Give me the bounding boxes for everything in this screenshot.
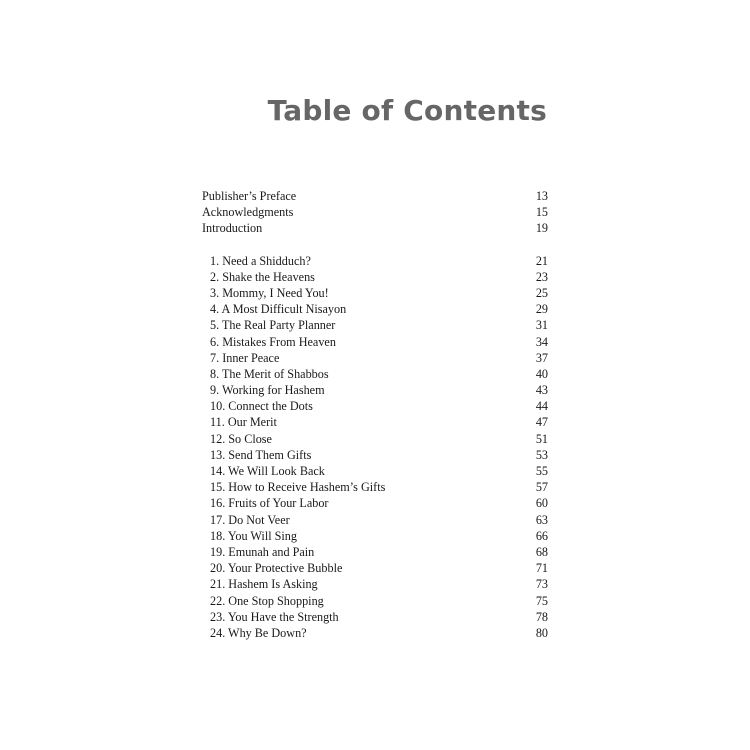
chapter-entry bbox=[202, 447, 548, 463]
page-number: 73 bbox=[535, 577, 548, 592]
chapter-entry bbox=[202, 414, 548, 430]
entry-title: 10. Connect the Dots bbox=[210, 399, 313, 414]
page-title: Table of Contents bbox=[267, 94, 547, 127]
chapter-entry bbox=[202, 269, 548, 285]
page-number: 63 bbox=[535, 512, 548, 527]
chapter-entry bbox=[202, 431, 548, 447]
chapter-entry bbox=[202, 495, 548, 511]
entry-title: Acknowledgments bbox=[202, 205, 294, 220]
chapter-entry bbox=[202, 317, 548, 333]
entry-title: 4. A Most Difficult Nisayon bbox=[210, 302, 347, 317]
page-number: 13 bbox=[535, 189, 548, 203]
chapter-entry bbox=[202, 285, 548, 301]
toc-list bbox=[202, 188, 548, 641]
page-number: 47 bbox=[535, 415, 548, 430]
page-number: 43 bbox=[535, 383, 548, 398]
entry-title: 14. We Will Look Back bbox=[210, 464, 325, 478]
page-number: 51 bbox=[535, 431, 548, 446]
page-number: 34 bbox=[535, 334, 548, 349]
page-number: 15 bbox=[535, 205, 548, 220]
front-matter-entry bbox=[202, 188, 548, 204]
entry-title: 1. Need a Shidduch? bbox=[210, 253, 311, 268]
page-number: 37 bbox=[535, 350, 548, 365]
entry-title: 20. Your Protective Bubble bbox=[210, 561, 343, 576]
page-number: 44 bbox=[535, 399, 548, 414]
page-number: 31 bbox=[535, 318, 548, 333]
page-number: 55 bbox=[535, 464, 548, 478]
page-number: 40 bbox=[535, 366, 548, 381]
chapter-entry bbox=[202, 366, 548, 382]
entry-title: 11. Our Merit bbox=[210, 415, 277, 430]
entry-title: 9. Working for Hashem bbox=[210, 383, 325, 398]
chapter-entry bbox=[202, 479, 548, 495]
entry-title: 19. Emunah and Pain bbox=[210, 544, 315, 559]
page-number: 21 bbox=[535, 253, 548, 268]
chapter-entry bbox=[202, 544, 548, 560]
entry-title: 18. You Will Sing bbox=[210, 528, 297, 543]
entry-title: Publisher’s Preface bbox=[202, 189, 297, 203]
front-matter-entry bbox=[202, 220, 548, 236]
chapter-entry bbox=[202, 398, 548, 414]
entry-title: 6. Mistakes From Heaven bbox=[210, 334, 336, 349]
page-number: 60 bbox=[535, 496, 548, 511]
page-number: 66 bbox=[535, 528, 548, 543]
page-number: 29 bbox=[535, 302, 548, 317]
entry-title: 22. One Stop Shopping bbox=[210, 593, 324, 608]
entry-title: 13. Send Them Gifts bbox=[210, 447, 312, 462]
entry-title: Introduction bbox=[202, 221, 263, 236]
chapter-entry bbox=[202, 463, 548, 479]
entry-title: 2. Shake the Heavens bbox=[210, 269, 315, 284]
section-spacer bbox=[202, 237, 548, 253]
chapter-entry bbox=[202, 301, 548, 317]
entry-title: 5. The Real Party Planner bbox=[210, 318, 336, 333]
entry-title: 15. How to Receive Hashem’s Gifts bbox=[210, 480, 386, 495]
entry-title: 17. Do Not Veer bbox=[210, 512, 290, 527]
chapter-entry bbox=[202, 576, 548, 592]
chapter-entry bbox=[202, 528, 548, 544]
chapter-entry bbox=[202, 609, 548, 625]
page-number: 25 bbox=[535, 285, 548, 300]
chapter-entry bbox=[202, 512, 548, 528]
page-number: 57 bbox=[535, 480, 548, 495]
chapter-entry bbox=[202, 625, 548, 641]
entry-title: 24. Why Be Down? bbox=[210, 625, 307, 640]
entry-title: 21. Hashem Is Asking bbox=[210, 577, 318, 592]
front-matter-entry bbox=[202, 204, 548, 220]
chapter-entry bbox=[202, 253, 548, 269]
page-number: 80 bbox=[535, 625, 548, 640]
chapter-entry bbox=[202, 350, 548, 366]
page-number: 53 bbox=[535, 447, 548, 462]
page-number: 23 bbox=[535, 269, 548, 284]
entry-title: 12. So Close bbox=[210, 431, 272, 446]
entry-title: 3. Mommy, I Need You! bbox=[210, 285, 329, 300]
entry-title: 7. Inner Peace bbox=[210, 350, 280, 365]
page-number: 71 bbox=[535, 561, 548, 576]
chapter-entry bbox=[202, 382, 548, 398]
entry-title: 16. Fruits of Your Labor bbox=[210, 496, 329, 511]
entry-title: 23. You Have the Strength bbox=[210, 609, 339, 624]
page-number: 19 bbox=[535, 221, 548, 236]
page-number: 78 bbox=[535, 609, 548, 624]
chapter-entry bbox=[202, 560, 548, 576]
chapter-entry bbox=[202, 334, 548, 350]
page-number: 75 bbox=[535, 593, 548, 608]
chapter-entry bbox=[202, 593, 548, 609]
entry-title: 8. The Merit of Shabbos bbox=[210, 366, 329, 381]
page-number: 68 bbox=[535, 544, 548, 559]
